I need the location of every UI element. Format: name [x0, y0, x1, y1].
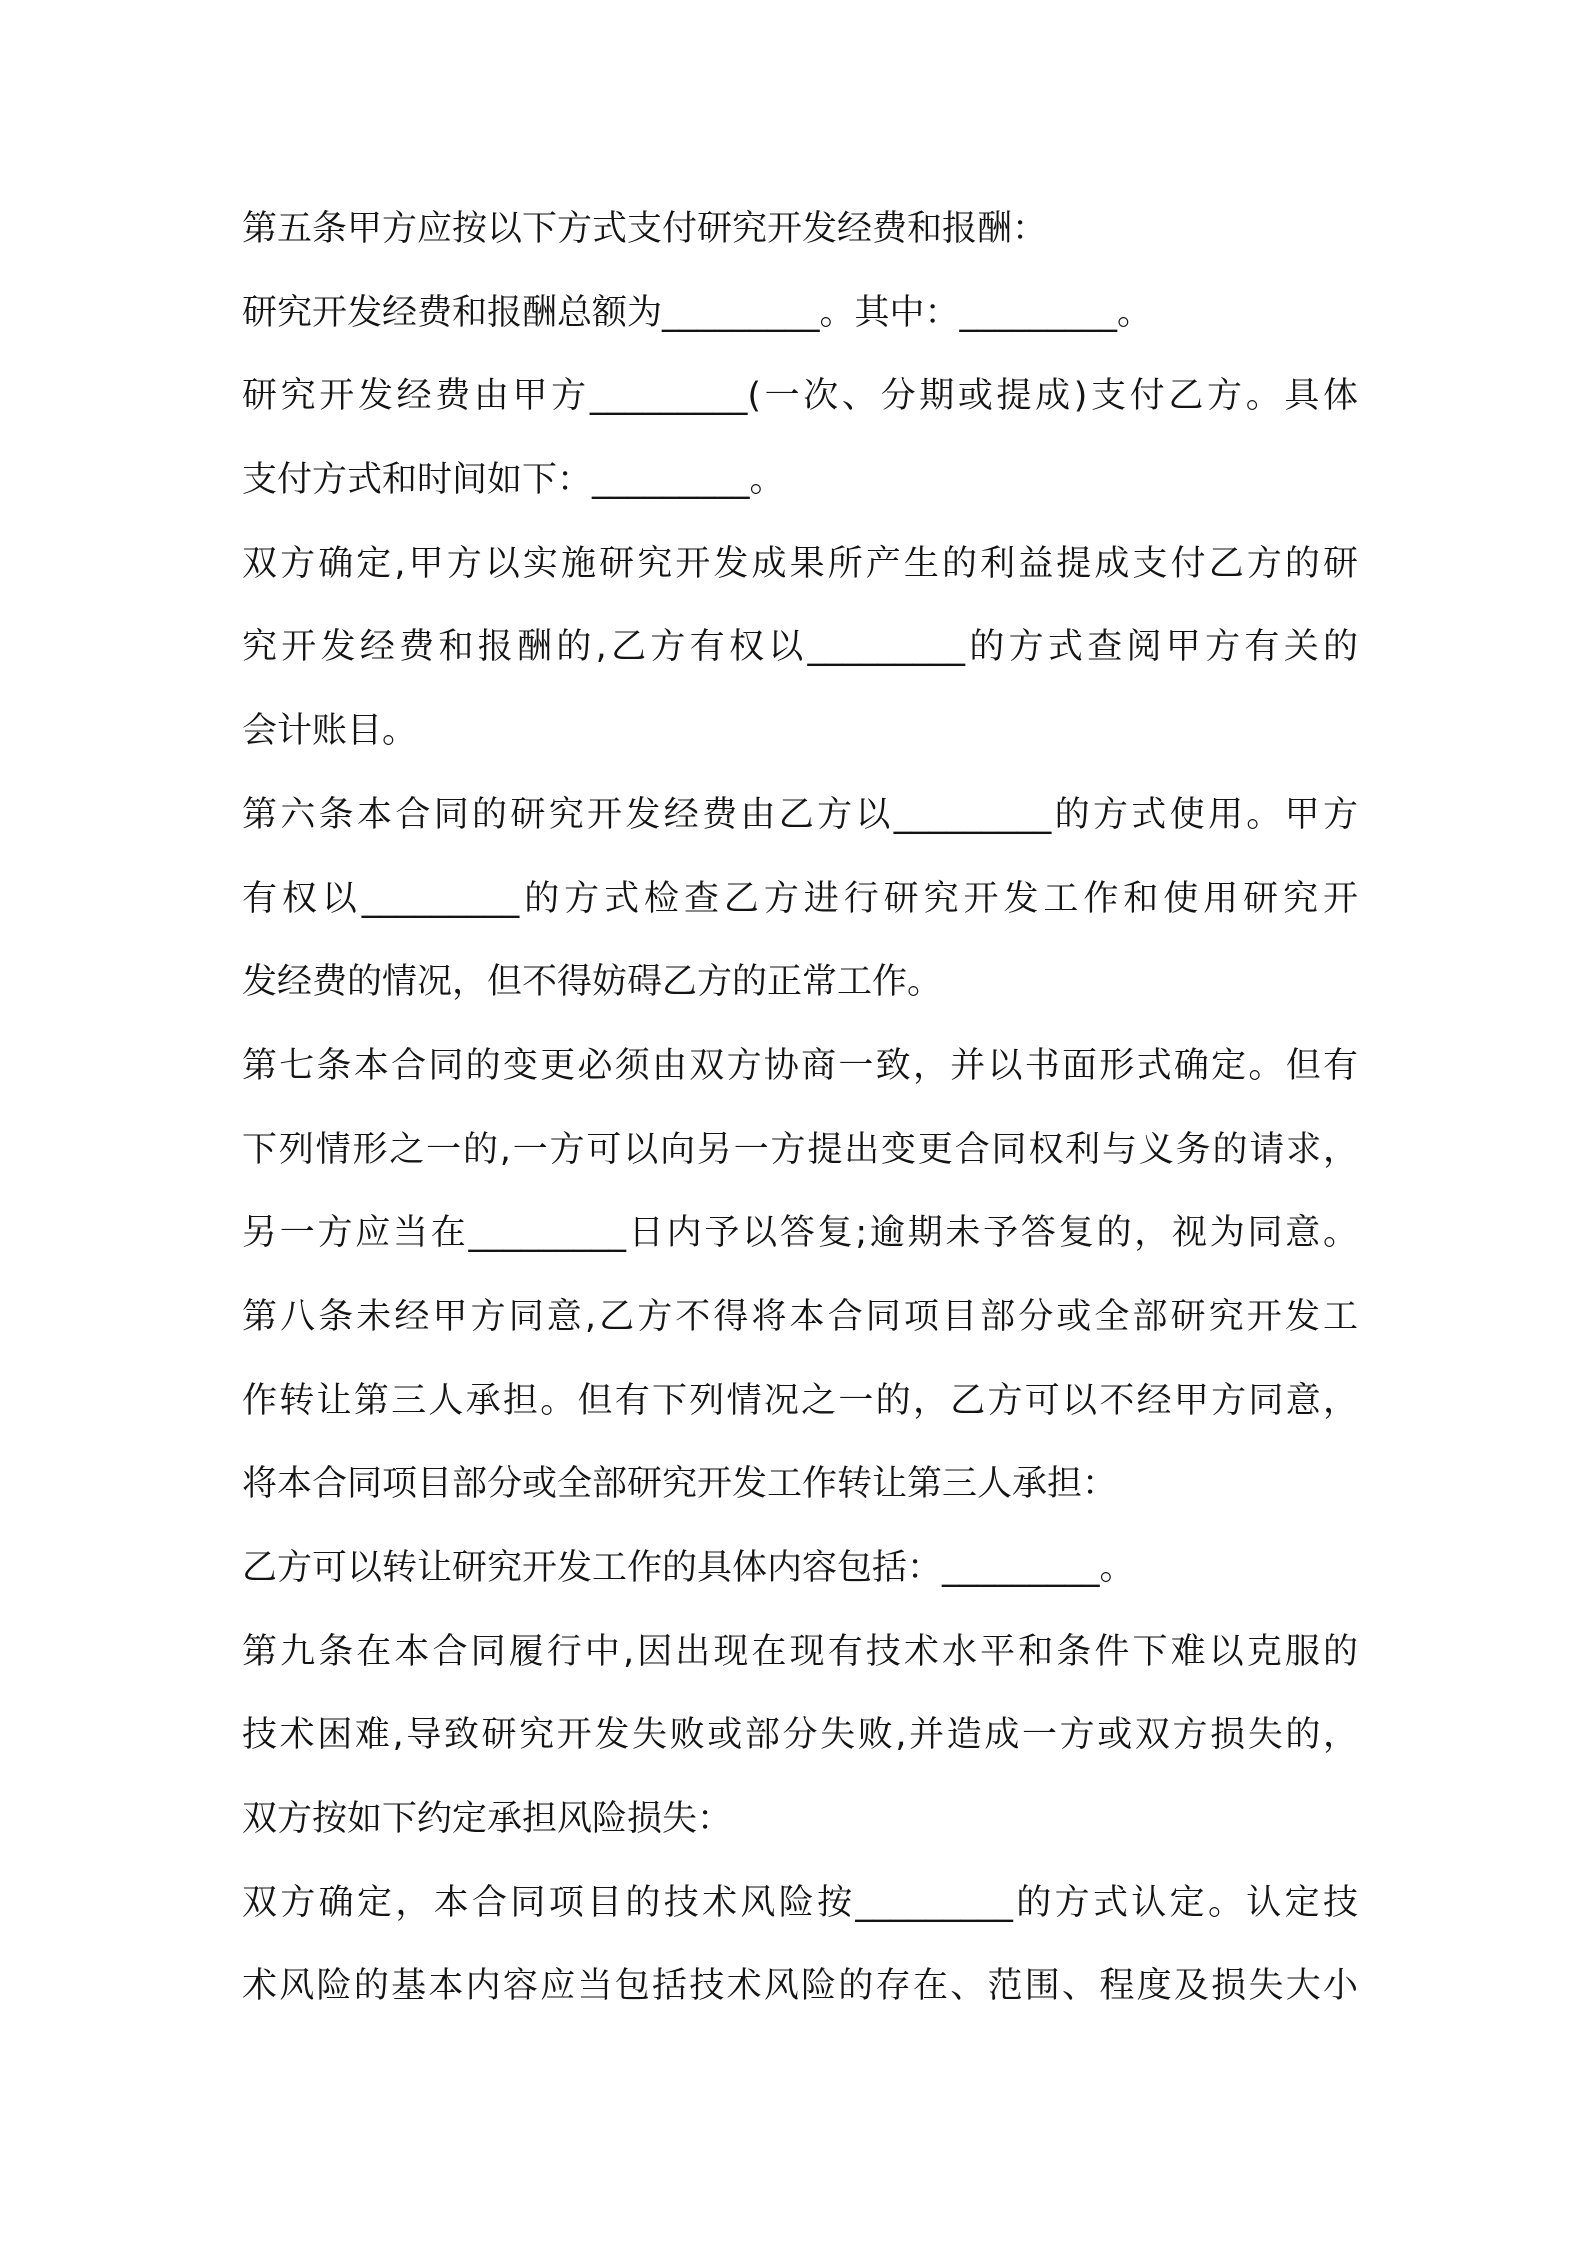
text-line: 究开发经费和报酬的,乙方有权以_________的方式查阅甲方有关的	[242, 627, 1358, 668]
text-line: 另一方应当在_________日内予以答复;逾期未予答复的，视为同意。	[242, 1213, 1358, 1254]
text-line: 第九条在本合同履行中,因出现在现有技术水平和条件下难以克服的	[242, 1631, 1358, 1672]
text-line: 第八条未经甲方同意,乙方不得将本合同项目部分或全部研究开发工	[242, 1296, 1358, 1337]
text-line: 作转让第三人承担。但有下列情况之一的，乙方可以不经甲方同意，	[242, 1380, 1358, 1421]
text-line: 将本合同项目部分或全部研究开发工作转让第三人承担：	[242, 1464, 1118, 1505]
text-line: 双方确定,甲方以实施研究开发成果所产生的利益提成支付乙方的研	[242, 543, 1358, 584]
text-line: 有权以_________的方式检查乙方进行研究开发工作和使用研究开	[242, 878, 1358, 919]
text-line: 第五条甲方应按以下方式支付研究开发经费和报酬：	[242, 209, 1048, 249]
text-line: 发经费的情况，但不得妨碍乙方的正常工作。	[242, 962, 943, 1003]
text-line: 会计账目。	[242, 711, 418, 752]
text-line: 第六条本合同的研究开发经费由乙方以_________的方式使用。甲方	[242, 794, 1358, 835]
contract-text-body	[242, 188, 1358, 2029]
text-line: 研究开发经费和报酬总额为_________。其中：_________。	[242, 292, 1153, 333]
text-line: 第七条本合同的变更必须由双方协商一致，并以书面形式确定。但有	[242, 1045, 1358, 1086]
text-line: 双方按如下约定承担风险损失：	[242, 1799, 733, 1840]
text-line: 术风险的基本内容应当包括技术风险的存在、范围、程度及损失大小	[242, 1966, 1358, 2007]
text-line: 支付方式和时间如下：_________。	[242, 460, 785, 501]
text-line: 技术困难,导致研究开发失败或部分失败,并造成一方或双方损失的，	[242, 1715, 1358, 1756]
text-line: 双方确定，本合同项目的技术风险按_________的方式认定。认定技	[242, 1882, 1358, 1923]
text-line: 乙方可以转让研究开发工作的具体内容包括：_________。	[242, 1548, 1135, 1588]
text-line: 研究开发经费由甲方_________(一次、分期或提成)支付乙方。具体	[242, 376, 1358, 417]
text-line: 下列情形之一的,一方可以向另一方提出变更合同权利与义务的请求，	[242, 1129, 1358, 1170]
